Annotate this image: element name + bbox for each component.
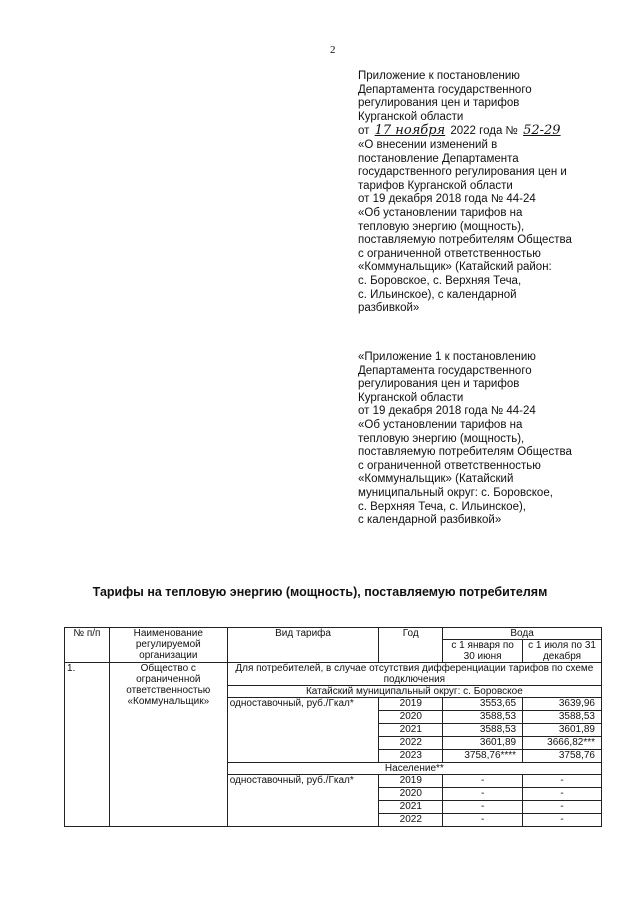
year-cell: 2022	[379, 814, 443, 827]
annex-line: «Приложение 1 к постановлению	[358, 351, 536, 363]
header-water: Вода	[443, 628, 602, 640]
annex-header-2	[358, 351, 572, 528]
tariff-type-cell: одноставочный, руб./Гкал*	[227, 698, 379, 763]
annex-line: «Об установлении тарифов на	[358, 206, 523, 219]
value-cell: -	[523, 801, 602, 814]
value-cell: 3758,76****	[443, 750, 523, 763]
tariff-table	[64, 627, 602, 827]
annex-line: «О внесении изменений в	[358, 138, 498, 151]
annex-line: с. Ильинское), с календарной	[358, 288, 517, 301]
table-row	[65, 663, 602, 686]
organization-name: Общество с ограниченной ответственностью «Коммунальщик»	[109, 663, 227, 827]
page-number: 2	[330, 44, 336, 56]
annex-line: с календарной разбивкой»	[358, 514, 502, 527]
table-title: Тарифы на тепловую энергию (мощность), поставляемую потребителям	[92, 585, 548, 599]
annex-line: с ограниченной ответственностью	[358, 247, 541, 260]
value-cell: 3601,89	[523, 724, 602, 737]
annex-line: «Коммунальщик» (Катайский	[358, 473, 514, 486]
value-cell: 3758,76	[523, 750, 602, 763]
annex-line: «Об установлении тарифов на	[358, 418, 523, 431]
value-cell: -	[443, 775, 523, 788]
value-cell: -	[443, 788, 523, 801]
value-cell: -	[523, 814, 602, 827]
annex-line: с. Боровское, с. Верхняя Теча,	[358, 274, 522, 287]
annex-line: с ограниченной ответственностью	[358, 459, 541, 472]
value-cell: -	[443, 801, 523, 814]
year-cell: 2019	[379, 698, 443, 711]
year-cell: 2021	[379, 801, 443, 814]
table-header-row	[65, 628, 602, 640]
annex-line: регулирования цен и тарифов	[358, 97, 520, 110]
header-year: Год	[379, 628, 443, 663]
handwritten-number: 52-29	[523, 123, 561, 139]
value-cell: -	[443, 814, 523, 827]
year-cell: 2020	[379, 711, 443, 724]
annex-line: разбивкой»	[358, 302, 420, 315]
annex-line: тарифов Курганской области	[358, 179, 513, 192]
annex-line: муниципальный округ: с. Боровское,	[358, 486, 553, 499]
annex-line: тепловую энергию (мощность),	[358, 432, 525, 445]
annex-line: регулирования цен и тарифов	[358, 378, 520, 391]
year-cell: 2022	[379, 737, 443, 750]
annex-line: с. Верхняя Теча, с. Ильинское),	[358, 500, 527, 513]
annex-line: Курганской области	[358, 391, 464, 404]
year-cell: 2020	[379, 788, 443, 801]
value-cell: 3588,53	[443, 724, 523, 737]
header-tariff-type: Вид тарифа	[227, 628, 379, 663]
header-half-1: с 1 января по 30 июня	[443, 640, 523, 663]
annex-line: государственного регулирования цен и	[358, 166, 567, 179]
annex-line: поставляемую потребителям Общества	[358, 446, 572, 459]
value-cell: -	[523, 775, 602, 788]
annex-line: Департамента государственного	[358, 83, 532, 96]
header-org: Наименование регулируемой организации	[109, 628, 227, 663]
annex-line: поставляемую потребителям Общества	[358, 234, 572, 247]
value-cell: 3588,53	[443, 711, 523, 724]
annex-line: Департамента государственного	[358, 364, 532, 377]
handwritten-date: 17 ноября	[374, 123, 446, 139]
annex-line: от 19 декабря 2018 года № 44-24	[358, 193, 536, 206]
annex-line: Приложение к постановлению	[358, 70, 520, 82]
date-suffix: 2022 года №	[450, 125, 518, 138]
year-cell: 2019	[379, 775, 443, 788]
year-cell: 2023	[379, 750, 443, 763]
population-label: Население**	[227, 763, 601, 775]
value-cell: 3639,96	[523, 698, 602, 711]
value-cell: 3553,65	[443, 698, 523, 711]
annex-line: от 19 декабря 2018 года № 44-24	[358, 405, 536, 418]
annex-line: «Коммунальщик» (Катайский район:	[358, 261, 552, 274]
section-all-consumers: Для потребителей, в случае отсутствия дифференциации тарифов по схеме подключения	[227, 663, 601, 686]
header-num: № п/п	[65, 628, 110, 663]
annex-header-1	[358, 70, 572, 316]
annex-date-line	[358, 124, 572, 139]
annex-line: тепловую энергию (мощность),	[358, 220, 525, 233]
value-cell: -	[523, 788, 602, 801]
header-half-2: с 1 июля по 31 декабря	[523, 640, 602, 663]
district-label: Катайский муниципальный округ: с. Боровское	[227, 686, 601, 698]
value-cell: 3666,82***	[523, 737, 602, 750]
tariff-type-cell: одноставочный, руб./Гкал*	[227, 775, 379, 827]
annex-line: постановление Департамента	[358, 152, 519, 165]
annex-line: Курганской области	[358, 110, 464, 123]
date-prefix: от	[358, 125, 370, 138]
year-cell: 2021	[379, 724, 443, 737]
row-number: 1.	[65, 663, 110, 827]
value-cell: 3601,89	[443, 737, 523, 750]
value-cell: 3588,53	[523, 711, 602, 724]
